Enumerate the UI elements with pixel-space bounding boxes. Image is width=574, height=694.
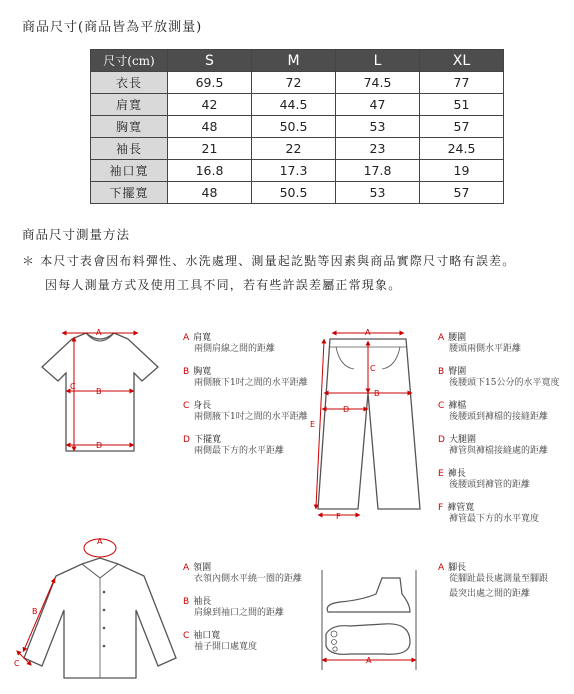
table-cell: 57 xyxy=(420,116,504,138)
legend-item: E 褲長 後腰頭到褲管的距離 xyxy=(438,469,531,490)
diagram-letter: E xyxy=(310,420,316,429)
table-cell: 16.8 xyxy=(168,160,252,182)
diagram-letter: A xyxy=(366,656,372,665)
tshirt-legend xyxy=(183,333,308,469)
diagram-letter: C xyxy=(370,364,376,373)
page-title: 商品尺寸(商品皆為平放測量) xyxy=(22,20,203,35)
table-cell: 17.3 xyxy=(252,160,336,182)
table-cell: 22 xyxy=(252,138,336,160)
foot-diagram xyxy=(314,564,424,674)
legend-item: A 領圍 衣領內側水平繞一圈的距離 xyxy=(183,563,303,584)
table-cell: 72 xyxy=(252,72,336,94)
shirt-legend xyxy=(183,563,302,665)
table-cell: 44.5 xyxy=(252,94,336,116)
table-cell: 50.5 xyxy=(252,116,336,138)
legend-item: A 腰圍 腰頭兩側水平距離 xyxy=(438,333,522,354)
table-cell: 77 xyxy=(420,72,504,94)
table-cell: 74.5 xyxy=(336,72,420,94)
legend-item: C 褲檔 後腰頭到褲檔的接縫距離 xyxy=(438,401,549,422)
table-cell: 48 xyxy=(168,116,252,138)
shirt-diagram xyxy=(8,530,188,680)
table-cell: 53 xyxy=(336,116,420,138)
legend-item: D 大腿圍 褲管與褲檔接縫處的距離 xyxy=(438,435,549,456)
diagram-letter: A xyxy=(97,537,103,546)
disclaimer-line-1: ＊ 本尺寸表會因布料彈性、水洗處理、測量起訖點等因素與商品實際尺寸略有誤差。 xyxy=(22,254,516,268)
table-cell: 19 xyxy=(420,160,504,182)
disclaimer-line-2: 因每人測量方式及使用工具不同，若有些許誤差屬正常現象。 xyxy=(45,278,402,292)
diagram-letter: A xyxy=(96,328,102,337)
table-corner-header: 尺寸(cm) xyxy=(91,50,168,72)
row-label: 胸寬 xyxy=(91,116,168,138)
row-label: 肩寬 xyxy=(91,94,168,116)
table-cell: 21 xyxy=(168,138,252,160)
method-title: 商品尺寸測量方法 xyxy=(22,227,131,242)
table-header-row xyxy=(91,50,504,72)
legend-item: A 腳長 從腳趾最長處測量至腳跟 最突出處之間的距離 xyxy=(438,563,549,599)
table-cell: 24.5 xyxy=(420,138,504,160)
legend-item: B 臀圍 後腰頭下15公分的水平寬度 xyxy=(438,367,560,388)
row-label: 下擺寬 xyxy=(91,182,168,204)
table-cell: 51 xyxy=(420,94,504,116)
diagram-letter: D xyxy=(343,405,350,414)
legend-item: B 胸寬 兩側腋下1吋之間的水平距離 xyxy=(183,367,308,388)
foot-legend xyxy=(438,563,548,612)
diagram-letter: C xyxy=(70,382,76,391)
column-header: S xyxy=(168,50,252,72)
row-label: 袖長 xyxy=(91,138,168,160)
table-cell: 42 xyxy=(168,94,252,116)
diagram-letter: C xyxy=(14,659,20,668)
table-cell: 69.5 xyxy=(168,72,252,94)
tshirt-diagram xyxy=(30,323,170,463)
legend-item: A 肩寬 兩側肩線之間的距離 xyxy=(183,333,276,354)
table-cell: 50.5 xyxy=(252,182,336,204)
pants-legend xyxy=(438,333,559,537)
diagram-letter: F xyxy=(336,512,341,521)
diagram-letter: B xyxy=(32,607,38,616)
table-row xyxy=(91,182,504,204)
diagram-letter: A xyxy=(365,328,371,337)
table-cell: 53 xyxy=(336,182,420,204)
legend-item: C 袖口寬 袖子開口處寬度 xyxy=(183,631,258,652)
row-label: 袖口寬 xyxy=(91,160,168,182)
table-cell: 57 xyxy=(420,182,504,204)
pants-diagram xyxy=(308,323,428,523)
table-row xyxy=(91,94,504,116)
size-table xyxy=(90,49,504,204)
diagram-letter: D xyxy=(96,441,103,450)
table-cell: 23 xyxy=(336,138,420,160)
column-header: XL xyxy=(420,50,504,72)
diagram-letter: B xyxy=(374,389,380,398)
table-cell: 48 xyxy=(168,182,252,204)
table-cell: 17.8 xyxy=(336,160,420,182)
table-row xyxy=(91,72,504,94)
legend-item: F 褲管寬 褲管最下方的水平寬度 xyxy=(438,503,540,524)
table-row xyxy=(91,138,504,160)
table-row xyxy=(91,116,504,138)
legend-item: C 身長 兩側腋下1吋之間的水平距離 xyxy=(183,401,308,422)
table-cell: 47 xyxy=(336,94,420,116)
column-header: L xyxy=(336,50,420,72)
legend-item: D 下擺寬 兩側最下方的水平距離 xyxy=(183,435,285,456)
column-header: M xyxy=(252,50,336,72)
table-row xyxy=(91,160,504,182)
diagram-letter: B xyxy=(96,387,102,396)
legend-item: B 袖長 肩線到袖口之間的距離 xyxy=(183,597,285,618)
row-label: 衣長 xyxy=(91,72,168,94)
